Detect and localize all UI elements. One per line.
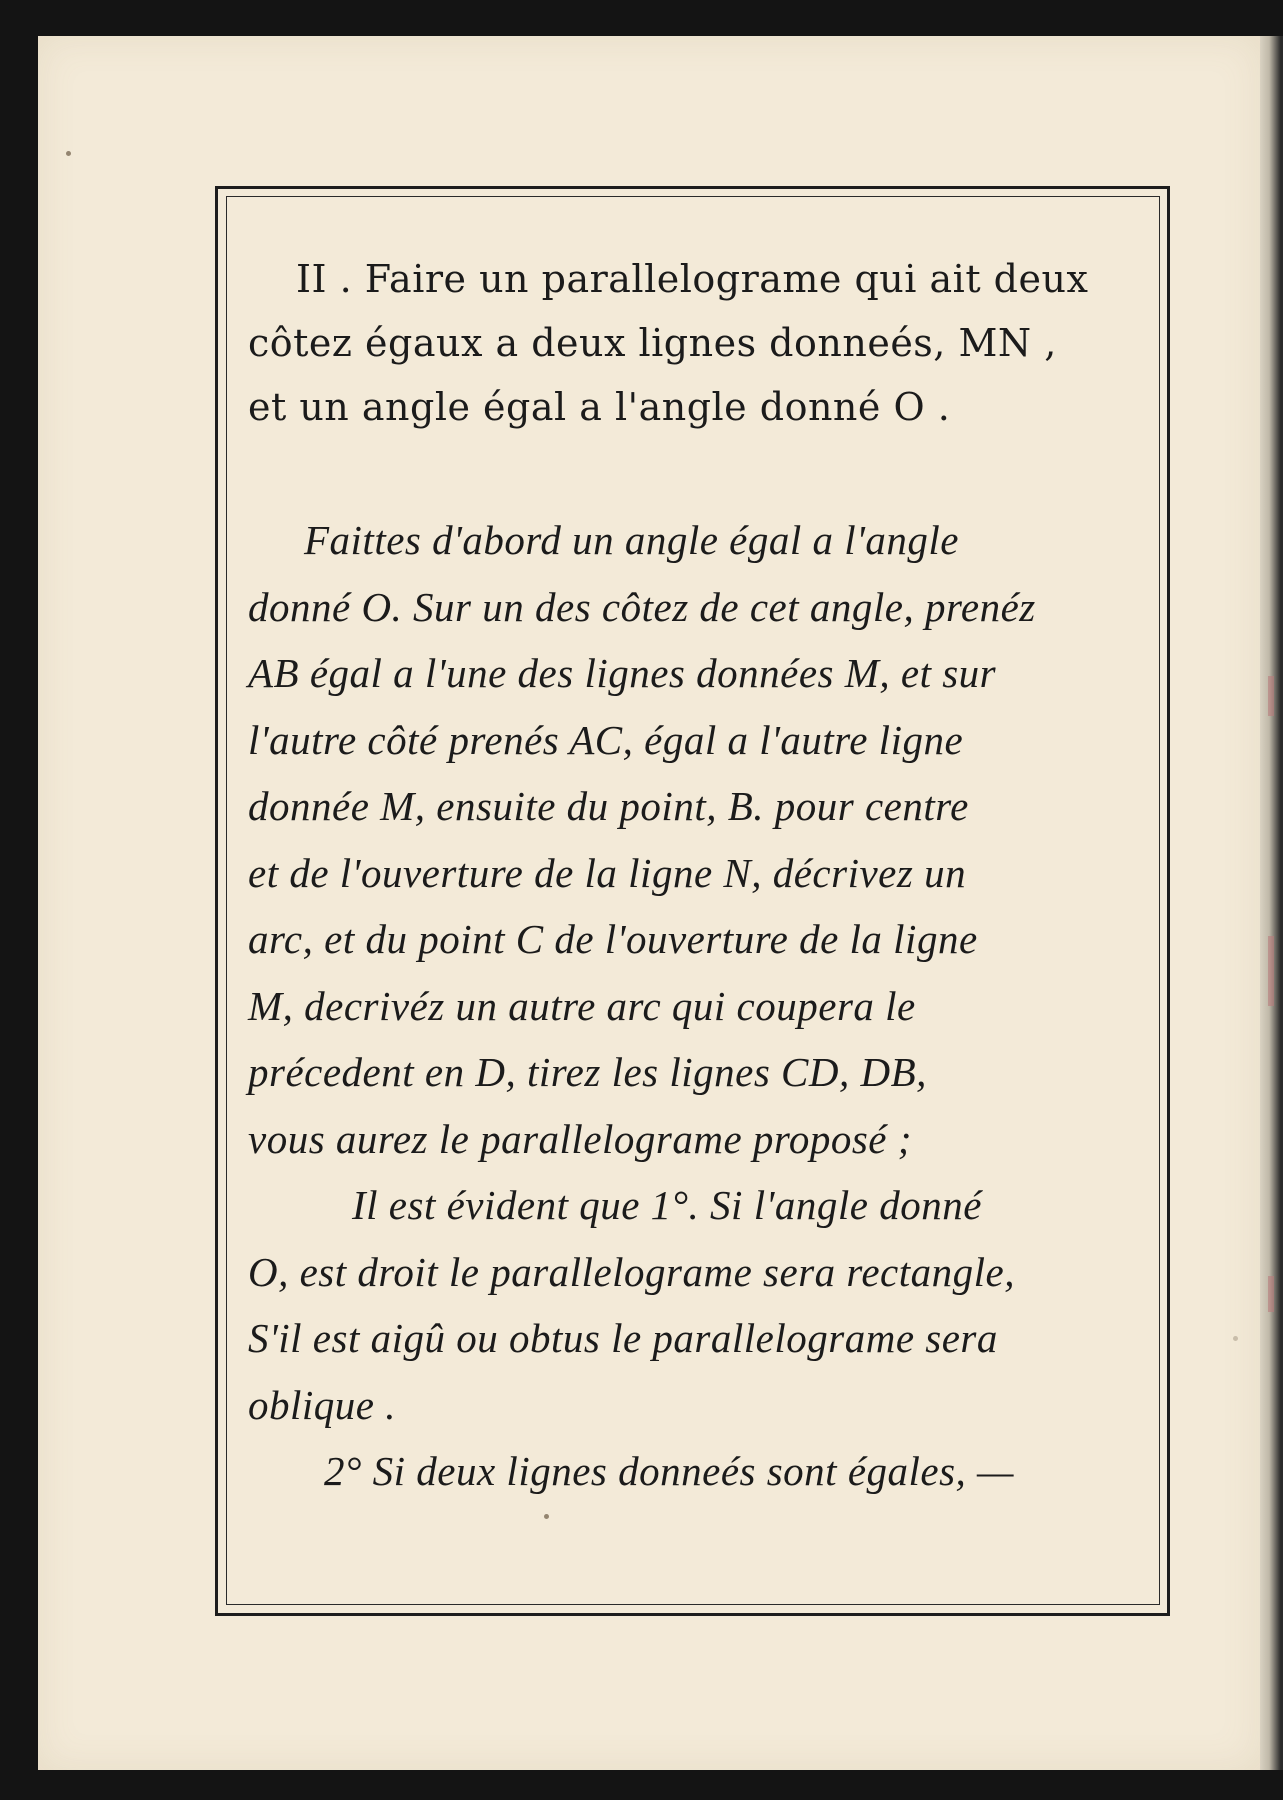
remark-line: S'il est aigû ou obtus le parallelograme sera [248,1315,998,1361]
heading-line: II . Faire un parallelograme qui ait deux [296,257,1089,301]
body-line: et de l'ouverture de la ligne N, décrivez un [248,849,967,896]
body-line: précedent en D, tirez les lignes CD, DB, [248,1049,927,1095]
remark-line: oblique . [248,1381,396,1428]
body-line: Faittes d'abord un angle égal a l'angle [304,517,959,563]
edge-mark [1268,936,1274,1006]
remark-line: O, est droit le parallelograme sera rectangle, [248,1248,1015,1295]
remark-line: Il est évident que 1°. Si l'angle donné [352,1182,982,1228]
body-line: donnée M, ensuite du point, B. pour centre [248,783,969,829]
edge-mark [1268,676,1274,716]
next-page-edge [1260,36,1283,1770]
body-line: vous aurez le parallelograme proposé ; [248,1115,912,1162]
paragraph-gap [248,439,1153,507]
edge-mark [1268,1276,1274,1312]
manuscript-page [38,36,1260,1770]
body-line: AB égal a l'une des lignes données M, et sur [248,650,997,696]
heading-line: côtez égaux a deux lignes donneés, MN , [248,321,1057,365]
manuscript-text [248,247,1153,1505]
body-line: l'autre côté prenés AC, égal a l'autre ligne [248,716,964,763]
body-line: M, decrivéz un autre arc qui coupera le [248,982,916,1029]
body-line: arc, et du point C de l'ouverture de la ligne [248,916,978,962]
final-line: 2° Si deux lignes donneés sont égales, — [324,1448,1015,1494]
heading-line: et un angle égal a l'angle donné O . [248,385,951,429]
paper-speck [66,151,71,156]
body-line: donné O. Sur un des côtez de cet angle, prenéz [248,583,1036,630]
text-frame [215,186,1170,1616]
paper-speck [1233,1336,1238,1341]
